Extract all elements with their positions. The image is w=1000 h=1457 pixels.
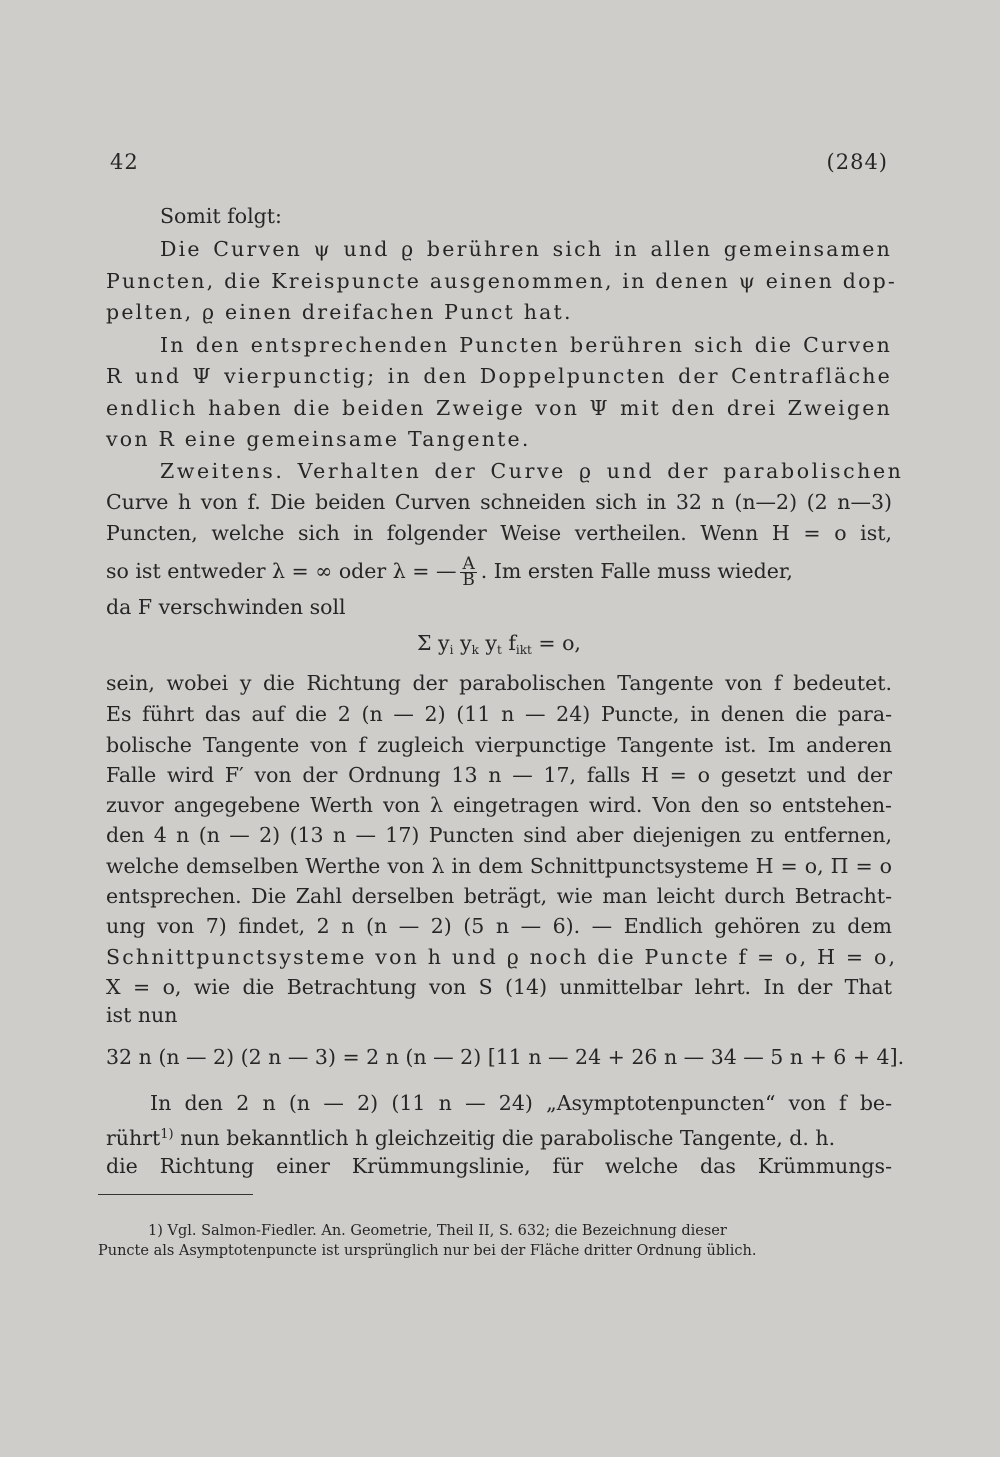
subscript: ikt xyxy=(515,643,532,657)
text-segment: rührt xyxy=(106,1126,161,1150)
footnote-line: Puncte als Asymptotenpuncte ist ursprünglich nur bei der Fläche dritter Ordnung üblich. xyxy=(98,1243,757,1259)
text-line: X = o, wie die Betrachtung von S (14) unmittelbar lehrt. In der That xyxy=(106,975,892,999)
page-number: 42 xyxy=(110,150,139,174)
text-line: Puncten, die Kreispuncte ausgenommen, in denen ψ einen dop- xyxy=(106,269,898,293)
subscript: t xyxy=(496,643,502,657)
text-line: bolische Tangente von f zugleich vierpunctige Tangente ist. Im anderen xyxy=(106,733,892,757)
text-line: Schnittpunctsysteme von h und ϱ noch die Puncte f = o, H = o, xyxy=(106,945,898,969)
footnote-divider xyxy=(98,1194,253,1195)
text-segment: nun bekanntlich h gleichzeitig die parabolische Tangente, d. h. xyxy=(173,1126,836,1150)
text-line: pelten, ϱ einen dreifachen Punct hat. xyxy=(106,300,573,324)
text-line: den 4 n (n — 2) (13 n — 17) Puncten sind aber diejenigen zu entfernen, xyxy=(106,823,892,847)
text-line: die Richtung einer Krümmungslinie, für welche das Krümmungs- xyxy=(106,1154,892,1178)
text-line: Somit folgt: xyxy=(160,204,282,228)
formula xyxy=(106,628,892,658)
text-line: Curve h von f. Die beiden Curven schneiden sich in 32 n (n—2) (2 n—3) xyxy=(106,490,892,514)
text-line: R und Ψ vierpunctig; in den Doppelpuncten der Centrafläche xyxy=(106,364,892,388)
footnote-marker: 1) xyxy=(160,1127,174,1142)
fraction xyxy=(460,554,476,590)
text-line: Die Curven ψ und ϱ berühren sich in allen gemeinsamen xyxy=(160,237,892,261)
text-line: Es führt das auf die 2 (n — 2) (11 n — 24) Puncte, in denen die para- xyxy=(106,702,892,726)
original-page-number: (284) xyxy=(826,150,888,174)
text-line: In den 2 n (n — 2) (11 n — 24) „Asymptotenpuncten“ von f be- xyxy=(150,1091,892,1115)
text-line: Falle wird F′ von der Ordnung 13 n — 17, falls H = o gesetzt und der xyxy=(106,763,892,787)
text-line: Zweitens. Verhalten der Curve ϱ und der parabolischen xyxy=(160,459,904,483)
text-line: ung von 7) findet, 2 n (n — 2) (5 n — 6). — Endlich gehören zu dem xyxy=(106,914,892,938)
formula-part: y xyxy=(478,631,497,655)
subscript: i xyxy=(449,643,454,657)
fraction-denominator: B xyxy=(462,570,475,590)
formula-part: y xyxy=(453,631,472,655)
text-line: zuvor angegebene Werth von λ eingetragen wird. Von den so entstehen- xyxy=(106,793,892,817)
formula-part: Σ y xyxy=(417,631,450,655)
equation-line: 32 n (n — 2) (2 n — 3) = 2 n (n — 2) [11 n — 24 + 26 n — 34 — 5 n + 6 + 4]. xyxy=(106,1045,905,1069)
formula-part: f xyxy=(501,631,516,655)
text-segment: so ist entweder λ = ∞ oder λ = — xyxy=(106,559,457,583)
text-line: welche demselben Werthe von λ in dem Schnittpunctsysteme H = o, Π = o xyxy=(106,854,892,878)
formula-part: = o, xyxy=(531,631,581,655)
text-line-with-footnote-ref xyxy=(106,1120,892,1150)
text-segment: . Im ersten Falle muss wieder, xyxy=(480,559,793,583)
text-line: Puncten, welche sich in folgender Weise vertheilen. Wenn H = o ist, xyxy=(106,521,892,545)
text-line: entsprechen. Die Zahl derselben beträgt, wie man leicht durch Betracht- xyxy=(106,884,892,908)
text-line: In den entsprechenden Puncten berühren sich die Curven xyxy=(160,333,892,357)
text-line-with-fraction xyxy=(106,554,892,590)
text-line: endlich haben die beiden Zweige von Ψ mit den drei Zweigen xyxy=(106,396,892,420)
subscript: k xyxy=(471,643,479,657)
text-line: da F verschwinden soll xyxy=(106,595,346,619)
fraction-numerator: A xyxy=(462,554,475,574)
text-line: von R eine gemeinsame Tangente. xyxy=(106,427,531,451)
text-line: ist nun xyxy=(106,1003,178,1027)
text-line: sein, wobei y die Richtung der parabolischen Tangente von f bedeutet. xyxy=(106,671,892,695)
footnote-line: 1) Vgl. Salmon-Fiedler. An. Geometrie, Theil II, S. 632; die Bezeichnung dieser xyxy=(148,1223,727,1239)
